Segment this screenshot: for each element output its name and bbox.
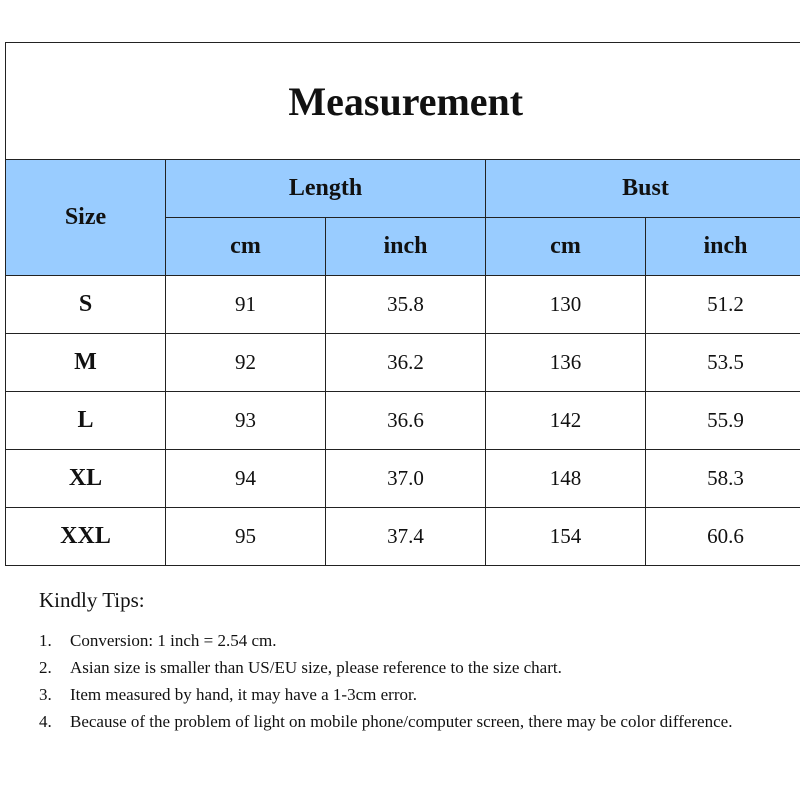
tip-text: Because of the problem of light on mobile phone/computer screen, there may be color difference. (70, 712, 733, 731)
tip-number: 2. (39, 658, 52, 677)
bust-cm-value: 136 (486, 334, 646, 392)
tip-number: 3. (39, 685, 52, 704)
length-inch-value: 37.0 (326, 450, 486, 508)
length-cm-value: 91 (166, 276, 326, 334)
bust-inch-value: 60.6 (646, 508, 800, 566)
tip-number: 4. (39, 712, 52, 731)
list-item (39, 654, 779, 681)
size-label: S (6, 276, 166, 334)
length-inch-value: 37.4 (326, 508, 486, 566)
list-item (39, 708, 779, 735)
length-inch-value: 36.6 (326, 392, 486, 450)
header-size: Size (6, 160, 166, 276)
size-chart-table (5, 42, 800, 566)
tips-list (39, 627, 779, 735)
bust-inch-value: 58.3 (646, 450, 800, 508)
length-inch-value: 35.8 (326, 276, 486, 334)
header-length-cm: cm (166, 218, 326, 276)
header-bust-cm: cm (486, 218, 646, 276)
title-row (6, 43, 800, 160)
tip-text: Item measured by hand, it may have a 1-3cm error. (70, 685, 417, 704)
table-row (6, 392, 800, 450)
header-bust: Bust (486, 160, 800, 218)
list-item (39, 627, 779, 654)
tip-number: 1. (39, 631, 52, 650)
list-item (39, 681, 779, 708)
bust-inch-value: 53.5 (646, 334, 800, 392)
header-length: Length (166, 160, 486, 218)
table-row (6, 334, 800, 392)
kindly-tips-section (39, 588, 779, 735)
length-cm-value: 94 (166, 450, 326, 508)
tip-text: Conversion: 1 inch = 2.54 cm. (70, 631, 277, 650)
length-cm-value: 92 (166, 334, 326, 392)
table-row (6, 450, 800, 508)
table-row (6, 508, 800, 566)
length-cm-value: 95 (166, 508, 326, 566)
chart-title: Measurement (6, 43, 800, 160)
bust-cm-value: 142 (486, 392, 646, 450)
header-row-group (6, 160, 800, 218)
header-length-inch: inch (326, 218, 486, 276)
tips-title: Kindly Tips: (39, 588, 145, 612)
size-label: L (6, 392, 166, 450)
tip-text: Asian size is smaller than US/EU size, please reference to the size chart. (70, 658, 562, 677)
size-label: XL (6, 450, 166, 508)
size-label: XXL (6, 508, 166, 566)
bust-cm-value: 148 (486, 450, 646, 508)
table-row (6, 276, 800, 334)
size-label: M (6, 334, 166, 392)
bust-cm-value: 130 (486, 276, 646, 334)
bust-inch-value: 51.2 (646, 276, 800, 334)
bust-cm-value: 154 (486, 508, 646, 566)
header-bust-inch: inch (646, 218, 800, 276)
length-inch-value: 36.2 (326, 334, 486, 392)
bust-inch-value: 55.9 (646, 392, 800, 450)
length-cm-value: 93 (166, 392, 326, 450)
